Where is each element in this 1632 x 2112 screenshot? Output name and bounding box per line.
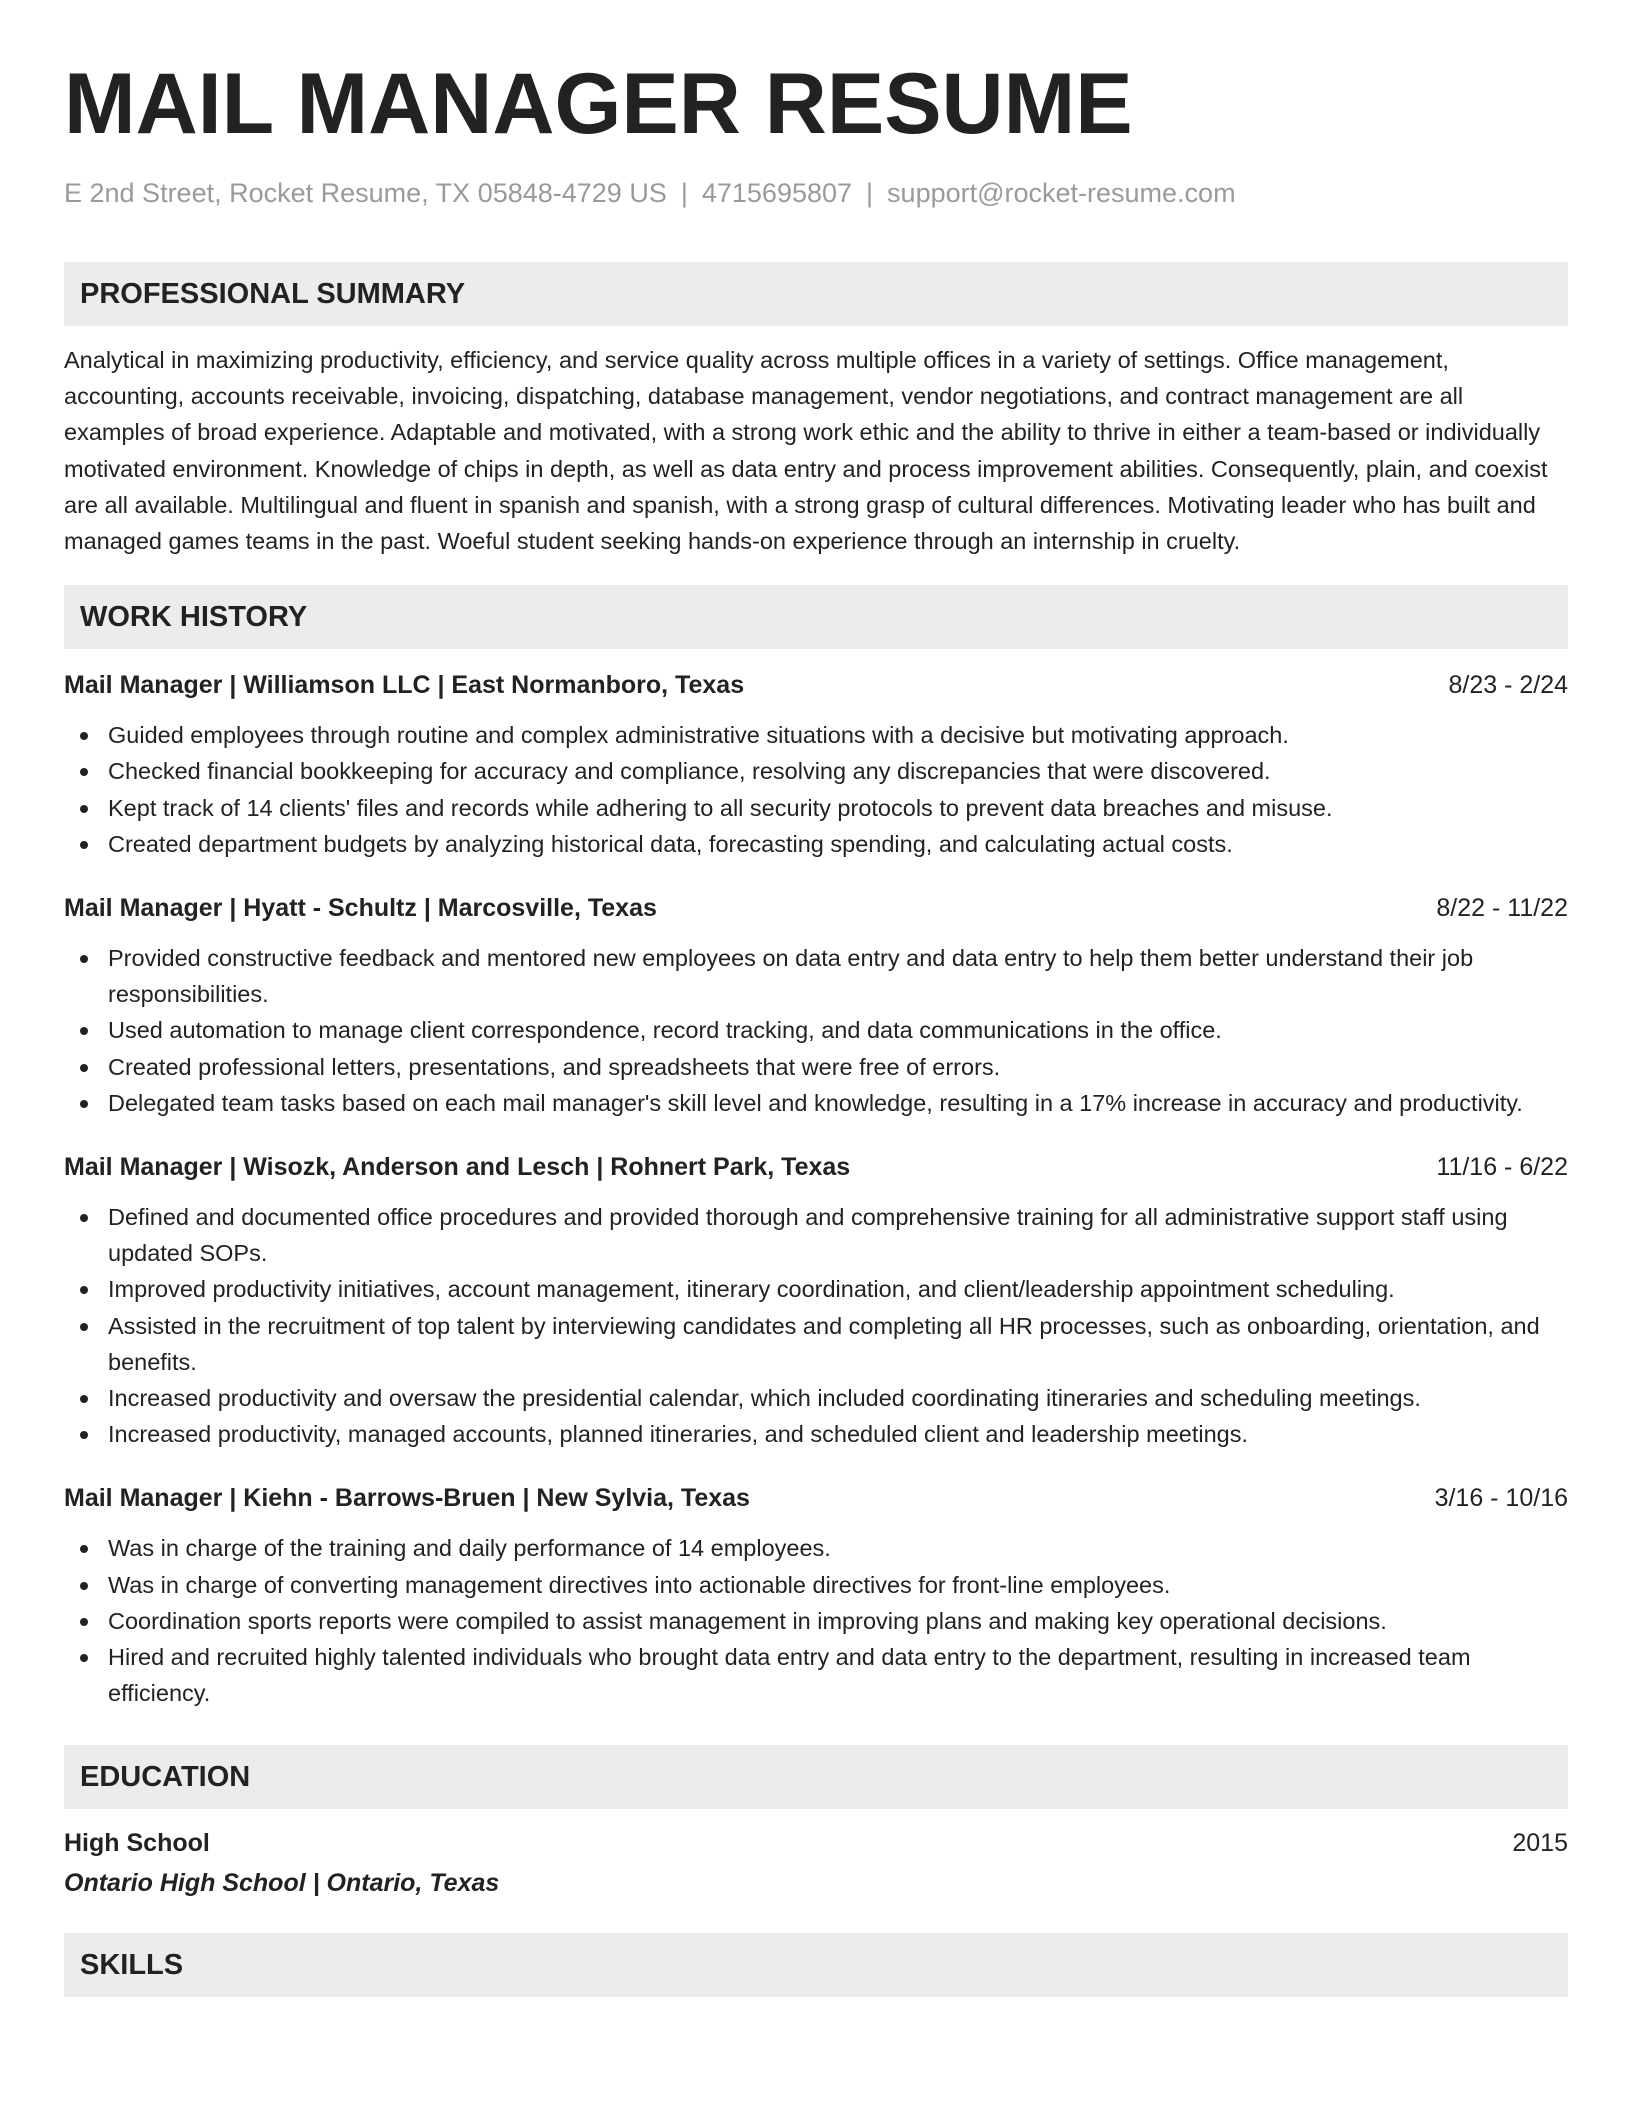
contact-line [64,176,1568,210]
job-header [64,1151,1568,1183]
job-header [64,1482,1568,1514]
job-entry [64,669,1568,862]
job-title: Mail Manager | Wisozk, Anderson and Lesch | Rohnert Park, Texas [64,1153,851,1182]
contact-address: E 2nd Street, Rocket Resume, TX 05848-4729 US [64,178,667,208]
job-bullet: Defined and documented office procedures and provided thorough and comprehensive training for all administrative support staff using updated SOPs. [64,1199,1568,1271]
job-bullet: Coordination sports reports were compiled to assist management in improving plans and making key operational decisions. [64,1603,1568,1639]
job-header [64,669,1568,701]
job-bullet: Delegated team tasks based on each mail manager's skill level and knowledge, resulting in a 17% increase in accuracy and productivity. [64,1085,1568,1121]
job-header [64,892,1568,924]
contact-phone: 4715695807 [701,178,853,208]
job-dates: 3/16 - 10/16 [1434,1484,1568,1513]
job-bullet: Assisted in the recruitment of top talent by interviewing candidates and completing all HR processes, such as onboarding, orientation, and benefits. [64,1308,1568,1380]
job-bullet: Guided employees through routine and complex administrative situations with a decisive but motivating approach. [64,717,1568,753]
job-dates: 11/16 - 6/22 [1436,1153,1568,1182]
section-heading-skills: SKILLS [64,1933,1568,1997]
education-year: 2015 [1512,1829,1568,1858]
section-heading-summary: PROFESSIONAL SUMMARY [64,262,1568,326]
contact-email: support@rocket-resume.com [887,178,1236,208]
job-bullet: Was in charge of the training and daily performance of 14 employees. [64,1530,1568,1566]
job-bullet: Increased productivity, managed accounts, planned itineraries, and scheduled client and leadership meetings. [64,1416,1568,1452]
job-dates: 8/22 - 11/22 [1436,894,1568,923]
job-dates: 8/23 - 2/24 [1448,671,1568,700]
job-title: Mail Manager | Kiehn - Barrows-Bruen | New Sylvia, Texas [64,1484,750,1513]
resume-title: MAIL MANAGER RESUME [64,56,1133,152]
job-bullet: Increased productivity and oversaw the presidential calendar, which included coordinating itineraries and scheduling meetings. [64,1380,1568,1416]
contact-separator: | [866,178,874,208]
section-heading-work-history: WORK HISTORY [64,585,1568,649]
job-entry [64,1151,1568,1452]
summary-text: Analytical in maximizing productivity, efficiency, and service quality across multiple offices in a variety of settings. Office management, accounting, accounts receivable, invoicing, dispatching, database management, vendor negotiations, and contract management are all examples of broad experience. Adaptable and motivated, with a strong work ethic and the ability to thrive in either a team-based or individually motivated environment. Knowledge of chips in depth, as well as data entry and process improvement abilities. Consequently, plain, and coexist are all available. Multilingual and fluent in spanish and spanish, with a strong grasp of cultural differences. Motivating leader who has built and managed games teams in the past. Woeful student seeking hands-on experience through an internship in cruelty. [64,347,1548,555]
job-bullets [64,1530,1568,1711]
job-entry [64,892,1568,1121]
job-bullets [64,940,1568,1121]
job-bullets [64,1199,1568,1452]
job-bullet: Was in charge of converting management directives into actionable directives for front-line employees. [64,1567,1568,1603]
education-degree: High School [64,1829,210,1858]
job-bullet: Kept track of 14 clients' files and records while adhering to all security protocols to prevent data breaches and misuse. [64,790,1568,826]
contact-separator: | [680,178,688,208]
job-title: Mail Manager | Hyatt - Schultz | Marcosville, Texas [64,894,657,923]
job-bullet: Checked financial bookkeeping for accuracy and compliance, resolving any discrepancies that were discovered. [64,753,1568,789]
job-bullet: Created professional letters, presentations, and spreadsheets that were free of errors. [64,1049,1568,1085]
section-heading-education: EDUCATION [64,1745,1568,1809]
job-bullet: Used automation to manage client correspondence, record tracking, and data communications in the office. [64,1012,1568,1048]
job-bullet: Improved productivity initiatives, account management, itinerary coordination, and client/leadership appointment scheduling. [64,1271,1568,1307]
job-bullet: Hired and recruited highly talented individuals who brought data entry and data entry to the department, resulting in increased team efficiency. [64,1639,1568,1711]
education-school: Ontario High School | Ontario, Texas [64,1869,500,1898]
education-entry [64,1827,1568,1899]
job-bullet: Created department budgets by analyzing historical data, forecasting spending, and calculating actual costs. [64,826,1568,862]
job-bullet: Provided constructive feedback and mentored new employees on data entry and data entry to help them better understand their job responsibilities. [64,940,1568,1012]
education-header [64,1827,1568,1859]
job-entry [64,1482,1568,1711]
job-title: Mail Manager | Williamson LLC | East Normanboro, Texas [64,671,745,700]
job-bullets [64,717,1568,862]
